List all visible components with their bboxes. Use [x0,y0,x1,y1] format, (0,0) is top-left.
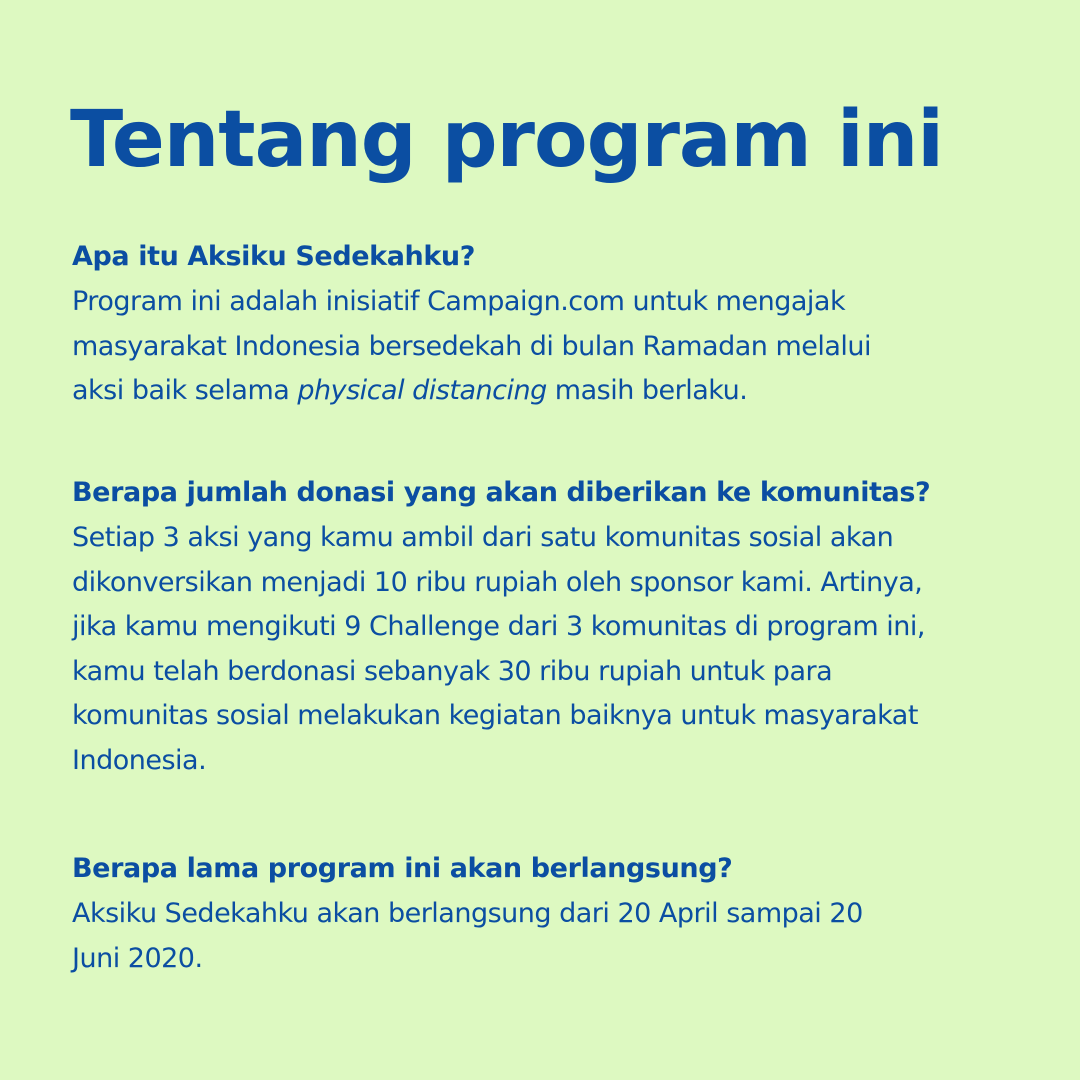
faq-answer [72,280,1022,414]
faq-section-donation-amount [72,470,1022,783]
answer-line: Setiap 3 aksi yang kamu ambil dari satu komunitas sosial akan [72,522,894,553]
faq-question: Berapa lama program ini akan berlangsung? [72,853,733,884]
emphasis-text: physical distancing [297,375,547,406]
answer-line: jika kamu mengikuti 9 Challenge dari 3 komunitas di program ini, [72,611,925,642]
faq-question: Apa itu Aksiku Sedekahku? [72,241,476,272]
faq-question: Berapa jumlah donasi yang akan diberikan ke komunitas? [72,477,931,508]
answer-line: Juni 2020. [72,942,203,974]
answer-line: Indonesia. [72,744,207,776]
faq-section-what-is [72,234,1022,414]
answer-line [72,369,1022,414]
answer-line: Program ini adalah inisiatif Campaign.com untuk mengajak [72,286,846,317]
answer-line: masyarakat Indonesia bersedekah di bulan Ramadan melalui [72,330,872,362]
faq-section-duration [72,846,1022,981]
answer-line: komunitas sosial melakukan kegiatan baiknya untuk masyarakat [72,700,918,731]
answer-line: dikonversikan menjadi 10 ribu rupiah oleh sponsor kami. Artinya, [72,566,923,598]
page-title: Tentang program ini [70,95,943,185]
faq-answer [72,516,1022,783]
answer-text: aksi baik selama [72,375,298,406]
answer-text: masih berlaku. [546,375,748,406]
answer-line: kamu telah berdonasi sebanyak 30 ribu rupiah untuk para [72,655,833,687]
faq-answer [72,892,1022,981]
answer-line: Aksiku Sedekahku akan berlangsung dari 20 April sampai 20 [72,898,863,929]
